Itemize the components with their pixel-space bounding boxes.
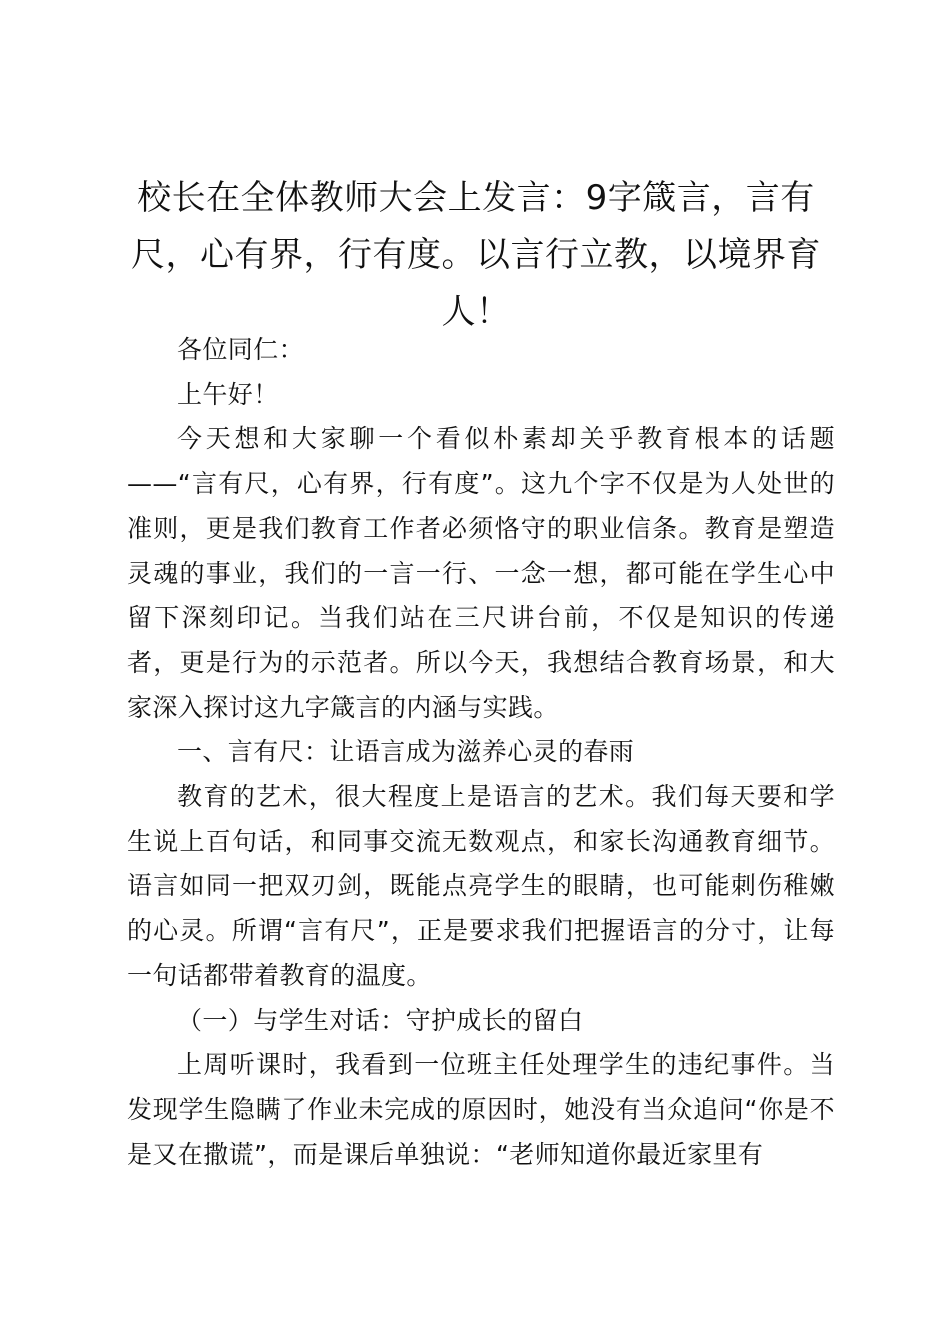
document-title: 校长在全体教师大会上发言：9字箴言，言有尺，心有界，行有度。以言行立教，以境界育人！ bbox=[131, 178, 821, 332]
section-1-paragraph: 教育的艺术，很大程度上是语言的艺术。我们每天要和学生说上百句话，和同事交流无数观点，和家长沟通教育细节。语言如同一把双刃剑，既能点亮学生的眼睛，也可能刺伤稚嫩的心灵。所谓“言有尺”，正是要求我们把握语言的分寸，让每一句话都带着教育的温度。 bbox=[127, 782, 835, 990]
intro-paragraph: 今天想和大家聊一个看似朴素却关乎教育根本的话题——“言有尺，心有界，行有度”。这九个字不仅是为人处世的准则，更是我们教育工作者必须恪守的职业信条。教育是塑造灵魂的事业，我们的一言一行、一念一想，都可能在学生心中留下深刻印记。当我们站在三尺讲台前，不仅是知识的传递者，更是行为的示范者。所以今天，我想结合教育场景，和大家深入探讨这九字箴言的内涵与实践。 bbox=[127, 424, 835, 722]
section-heading-1: 一、言有尺：让语言成为滋养心灵的春雨 bbox=[177, 737, 635, 767]
subsection-heading-1: （一）与学生对话：守护成长的留白 bbox=[177, 1005, 584, 1035]
document-body bbox=[127, 328, 835, 1177]
subsection-1-paragraph: 上周听课时，我看到一位班主任处理学生的违纪事件。当发现学生隐瞒了作业未完成的原因时，她没有当众追问“你是不是又在撒谎”，而是课后单独说：“老师知道你最近家里有 bbox=[127, 1050, 835, 1169]
salutation: 各位同仁： bbox=[177, 335, 305, 364]
greeting: 上午好！ bbox=[177, 379, 279, 409]
